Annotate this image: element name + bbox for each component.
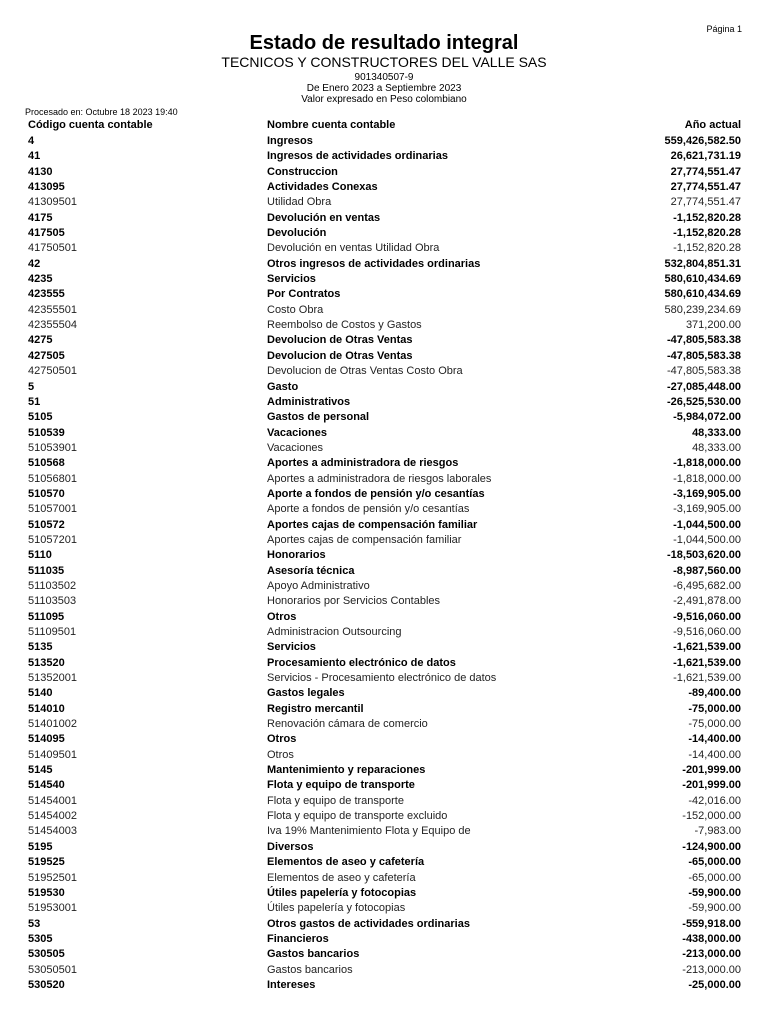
account-name: Gasto [267, 380, 299, 393]
table-row [0, 333, 768, 348]
table-row [0, 395, 768, 410]
account-name: Honorarios [267, 549, 326, 562]
account-code: 51409501 [28, 748, 77, 761]
table-row [0, 794, 768, 809]
account-name: Iva 19% Mantenimiento Flota y Equipo de [267, 825, 471, 838]
account-amount: 26,621,731.19 [670, 150, 741, 163]
account-code: 41750501 [28, 242, 77, 255]
account-amount: -9,516,060.00 [673, 610, 741, 623]
account-code: 51 [28, 395, 41, 408]
account-name: Flota y equipo de transporte [267, 779, 415, 792]
account-amount: -65,000.00 [688, 871, 741, 884]
account-amount: -1,818,000.00 [673, 472, 741, 485]
account-name: Intereses [267, 978, 316, 991]
account-name: Servicios [267, 273, 316, 286]
account-code: 510568 [28, 457, 65, 470]
table-row [0, 518, 768, 533]
account-amount: -7,983.00 [694, 825, 741, 838]
account-code: 5110 [28, 549, 52, 562]
account-amount: -25,000.00 [688, 978, 741, 991]
table-row [0, 287, 768, 302]
table-row [0, 625, 768, 640]
account-code: 42355501 [28, 303, 77, 316]
company-name: TECNICOS Y CONSTRUCTORES DEL VALLE SAS [221, 54, 547, 70]
account-amount: -213,000.00 [682, 963, 741, 976]
account-code: 51401002 [28, 718, 77, 731]
account-code: 4 [28, 135, 35, 147]
account-name: Aportes a administradora de riesgos laborales [267, 472, 492, 485]
table-row [0, 548, 768, 563]
account-name: Otros [267, 748, 294, 761]
account-name: Aporte a fondos de pensión y/o cesantías [267, 487, 485, 500]
account-amount: -27,085,448.00 [666, 380, 741, 393]
table-row [0, 978, 768, 993]
account-code: 510572 [28, 518, 65, 531]
table-row [0, 686, 768, 701]
account-amount: -438,000.00 [682, 932, 741, 945]
account-name: Devolución en ventas [267, 211, 381, 224]
account-code: 51103503 [28, 595, 77, 608]
account-amount: -14,400.00 [688, 748, 741, 761]
account-amount: -14,400.00 [688, 733, 741, 746]
account-code: 51454002 [28, 810, 77, 823]
account-amount: -3,169,905.00 [673, 503, 741, 516]
account-code: 51103502 [28, 579, 77, 592]
account-name: Por Contratos [267, 288, 341, 301]
table-row [0, 671, 768, 686]
account-code: 4175 [28, 211, 53, 224]
table-row [0, 702, 768, 717]
table-row [0, 472, 768, 487]
table-row [0, 809, 768, 824]
account-amount: -1,621,539.00 [673, 656, 741, 669]
account-code: 53 [28, 917, 41, 930]
table-row [0, 824, 768, 839]
account-amount: -1,621,539.00 [673, 641, 741, 654]
account-code: 51109501 [28, 626, 77, 638]
table-row [0, 195, 768, 210]
account-code: 51953001 [28, 902, 77, 915]
account-name: Diversos [267, 840, 314, 853]
account-amount: -26,525,530.00 [666, 395, 741, 408]
page-number: Página 1 [706, 24, 742, 34]
account-amount: -1,818,000.00 [673, 457, 741, 470]
account-code: 519530 [28, 886, 65, 899]
account-code: 530520 [28, 978, 65, 991]
account-amount: -8,987,560.00 [673, 564, 741, 577]
account-code: 423555 [28, 288, 65, 301]
accounts-table [0, 134, 768, 993]
table-row [0, 211, 768, 226]
table-row [0, 441, 768, 456]
account-amount: -1,044,500.00 [673, 533, 741, 546]
account-amount: -124,900.00 [682, 840, 741, 853]
account-name: Apoyo Administrativo [267, 579, 370, 592]
account-code: 511095 [28, 610, 65, 623]
table-row [0, 579, 768, 594]
account-code: 510539 [28, 426, 65, 439]
account-code: 5105 [28, 411, 53, 424]
account-amount: -201,999.00 [682, 779, 741, 792]
account-amount: 371,200.00 [685, 319, 741, 332]
account-amount: -1,621,539.00 [673, 672, 741, 685]
account-amount: 48,333.00 [692, 426, 741, 439]
account-amount: -75,000.00 [688, 718, 741, 731]
table-row [0, 349, 768, 364]
table-row [0, 871, 768, 886]
account-name: Devolucion de Otras Ventas [267, 334, 413, 347]
account-code: 4275 [28, 334, 53, 347]
account-name: Actividades Conexas [267, 181, 378, 194]
processed-timestamp: Procesado en: Octubre 18 2023 19:40 [25, 107, 178, 117]
account-name: Otros [267, 733, 297, 746]
account-amount: -9,516,060.00 [673, 626, 741, 638]
account-name: Servicios - Procesamiento electrónico de datos [267, 672, 497, 685]
account-amount: -201,999.00 [682, 764, 741, 777]
account-code: 510570 [28, 487, 65, 500]
account-name: Devolución [267, 227, 327, 240]
table-row [0, 594, 768, 609]
account-name: Administracion Outsourcing [267, 626, 402, 638]
account-code: 519525 [28, 856, 65, 869]
account-name: Servicios [267, 641, 316, 654]
table-row [0, 241, 768, 256]
account-amount: -1,152,820.28 [673, 242, 741, 255]
account-code: 51057201 [28, 533, 77, 546]
account-code: 51454003 [28, 825, 77, 838]
account-name: Renovación cámara de comercio [267, 718, 428, 731]
account-amount: -559,918.00 [682, 917, 741, 930]
account-name: Aporte a fondos de pensión y/o cesantías [267, 503, 470, 516]
report-title: Estado de resultado integral [249, 32, 519, 54]
account-amount: -59,900.00 [688, 902, 741, 915]
report-period: De Enero 2023 a Septiembre 2023 [306, 83, 462, 94]
account-code: 42750501 [28, 365, 77, 378]
account-amount: -152,000.00 [682, 810, 741, 823]
account-name: Procesamiento electrónico de datos [267, 656, 456, 669]
account-name: Gastos bancarios [267, 948, 360, 961]
account-name: Aportes cajas de compensación familiar [267, 518, 478, 531]
account-code: 51056801 [28, 472, 77, 485]
account-amount: -6,495,682.00 [673, 579, 741, 592]
account-name: Honorarios por Servicios Contables [267, 595, 441, 608]
account-name: Otros [267, 610, 297, 623]
table-row [0, 901, 768, 916]
account-name: Útiles papelería y fotocopias [267, 902, 406, 915]
account-name: Elementos de aseo y cafetería [267, 856, 425, 869]
table-row [0, 932, 768, 947]
account-code: 51057001 [28, 503, 77, 516]
account-amount: -65,000.00 [688, 856, 741, 869]
table-row [0, 656, 768, 671]
account-amount: 27,774,551.47 [670, 165, 741, 178]
account-code: 5135 [28, 641, 53, 654]
account-amount: -2,491,878.00 [673, 595, 741, 608]
account-name: Gastos bancarios [267, 963, 353, 976]
table-row [0, 947, 768, 962]
table-row [0, 226, 768, 241]
account-name: Administrativos [267, 395, 351, 408]
account-code: 51053901 [28, 441, 77, 454]
account-code: 530505 [28, 948, 65, 961]
table-row [0, 410, 768, 425]
table-row [0, 487, 768, 502]
account-code: 5140 [28, 687, 53, 700]
account-code: 417505 [28, 227, 65, 240]
table-row [0, 380, 768, 395]
table-row [0, 732, 768, 747]
account-name: Otros gastos de actividades ordinarias [267, 917, 470, 930]
header-code: Código cuenta contable [28, 119, 153, 131]
account-amount: -1,152,820.28 [673, 227, 741, 240]
table-row [0, 318, 768, 333]
account-name: Ingresos de actividades ordinarias [267, 150, 448, 163]
table-row [0, 778, 768, 793]
account-code: 41 [28, 150, 41, 163]
account-name: Reembolso de Costos y Gastos [267, 319, 422, 332]
table-row [0, 717, 768, 732]
account-amount: 27,774,551.47 [670, 196, 741, 209]
account-name: Financieros [267, 932, 329, 945]
account-name: Vacaciones [267, 426, 327, 439]
account-name: Construccion [267, 165, 338, 178]
account-amount: -1,044,500.00 [673, 518, 741, 531]
account-code: 514540 [28, 779, 65, 792]
account-amount: -47,805,583.38 [666, 349, 741, 362]
account-code: 5195 [28, 840, 53, 853]
account-code: 413095 [28, 181, 65, 194]
account-name: Devolucion de Otras Ventas Costo Obra [267, 365, 463, 378]
account-amount: -18,503,620.00 [666, 549, 741, 562]
account-code: 42 [28, 257, 41, 270]
currency-note: Valor expresado en Peso colombiano [301, 94, 467, 105]
account-name: Vacaciones [267, 441, 324, 454]
table-row [0, 533, 768, 548]
account-code: 511035 [28, 564, 65, 577]
account-code: 427505 [28, 349, 65, 362]
table-row [0, 149, 768, 164]
account-code: 514095 [28, 733, 65, 746]
account-name: Registro mercantil [267, 702, 364, 715]
account-amount: 580,239,234.69 [664, 303, 741, 316]
account-code: 5305 [28, 932, 53, 945]
account-name: Utilidad Obra [267, 196, 332, 209]
account-code: 51352001 [28, 672, 77, 685]
company-nit: 901340507-9 [354, 72, 414, 83]
account-amount: -47,805,583.38 [666, 334, 741, 347]
account-name: Costo Obra [267, 303, 324, 316]
account-code: 5145 [28, 764, 53, 777]
account-amount: -213,000.00 [682, 948, 741, 961]
table-row [0, 272, 768, 287]
table-row [0, 303, 768, 318]
account-name: Aportes cajas de compensación familiar [267, 533, 462, 546]
account-amount: 532,804,851.31 [664, 257, 741, 270]
account-code: 51952501 [28, 871, 77, 884]
account-amount: -47,805,583.38 [666, 365, 741, 378]
account-amount: 580,610,434.69 [664, 273, 741, 286]
account-code: 513520 [28, 656, 65, 669]
account-amount: 48,333.00 [692, 441, 741, 454]
account-amount: -59,900.00 [688, 886, 741, 899]
account-amount: 559,426,582.50 [664, 135, 741, 147]
account-code: 4235 [28, 273, 53, 286]
table-row [0, 640, 768, 655]
table-row [0, 502, 768, 517]
account-name: Asesoría técnica [267, 564, 355, 577]
table-row [0, 364, 768, 379]
account-amount: -42,016.00 [688, 794, 741, 807]
account-amount: 27,774,551.47 [670, 181, 741, 194]
account-name: Mantenimiento y reparaciones [267, 764, 426, 777]
account-code: 4130 [28, 165, 53, 178]
table-row [0, 134, 768, 149]
table-row [0, 564, 768, 579]
table-row [0, 165, 768, 180]
table-row [0, 855, 768, 870]
account-name: Flota y equipo de transporte excluido [267, 810, 448, 823]
account-amount: -5,984,072.00 [673, 411, 741, 424]
table-row [0, 180, 768, 195]
account-name: Devolución en ventas Utilidad Obra [267, 242, 440, 255]
account-amount: -1,152,820.28 [673, 211, 741, 224]
account-code: 41309501 [28, 196, 77, 209]
table-row [0, 426, 768, 441]
account-name: Gastos de personal [267, 411, 370, 424]
header-name: Nombre cuenta contable [267, 119, 396, 131]
table-row [0, 610, 768, 625]
table-row [0, 840, 768, 855]
table-header [0, 119, 768, 134]
account-code: 5 [28, 380, 35, 393]
account-amount: -75,000.00 [688, 702, 741, 715]
table-row [0, 917, 768, 932]
table-row [0, 963, 768, 978]
account-name: Otros ingresos de actividades ordinarias [267, 257, 481, 270]
table-row [0, 886, 768, 901]
account-name: Aportes a administradora de riesgos [267, 457, 459, 470]
account-name: Ingresos [267, 135, 313, 147]
account-name: Útiles papelería y fotocopias [267, 886, 417, 899]
account-code: 51454001 [28, 794, 77, 807]
account-code: 42355504 [28, 319, 77, 332]
account-amount: -3,169,905.00 [673, 487, 741, 500]
table-row [0, 456, 768, 471]
table-row [0, 763, 768, 778]
account-code: 514010 [28, 702, 65, 715]
table-row [0, 748, 768, 763]
account-name: Devolucion de Otras Ventas [267, 349, 413, 362]
account-name: Elementos de aseo y cafetería [267, 871, 416, 884]
account-amount: -89,400.00 [688, 687, 741, 700]
header-amount: Año actual [684, 119, 741, 131]
account-name: Gastos legales [267, 687, 345, 700]
table-row [0, 257, 768, 272]
account-code: 53050501 [28, 963, 77, 976]
account-name: Flota y equipo de transporte [267, 794, 404, 807]
account-amount: 580,610,434.69 [664, 288, 741, 301]
